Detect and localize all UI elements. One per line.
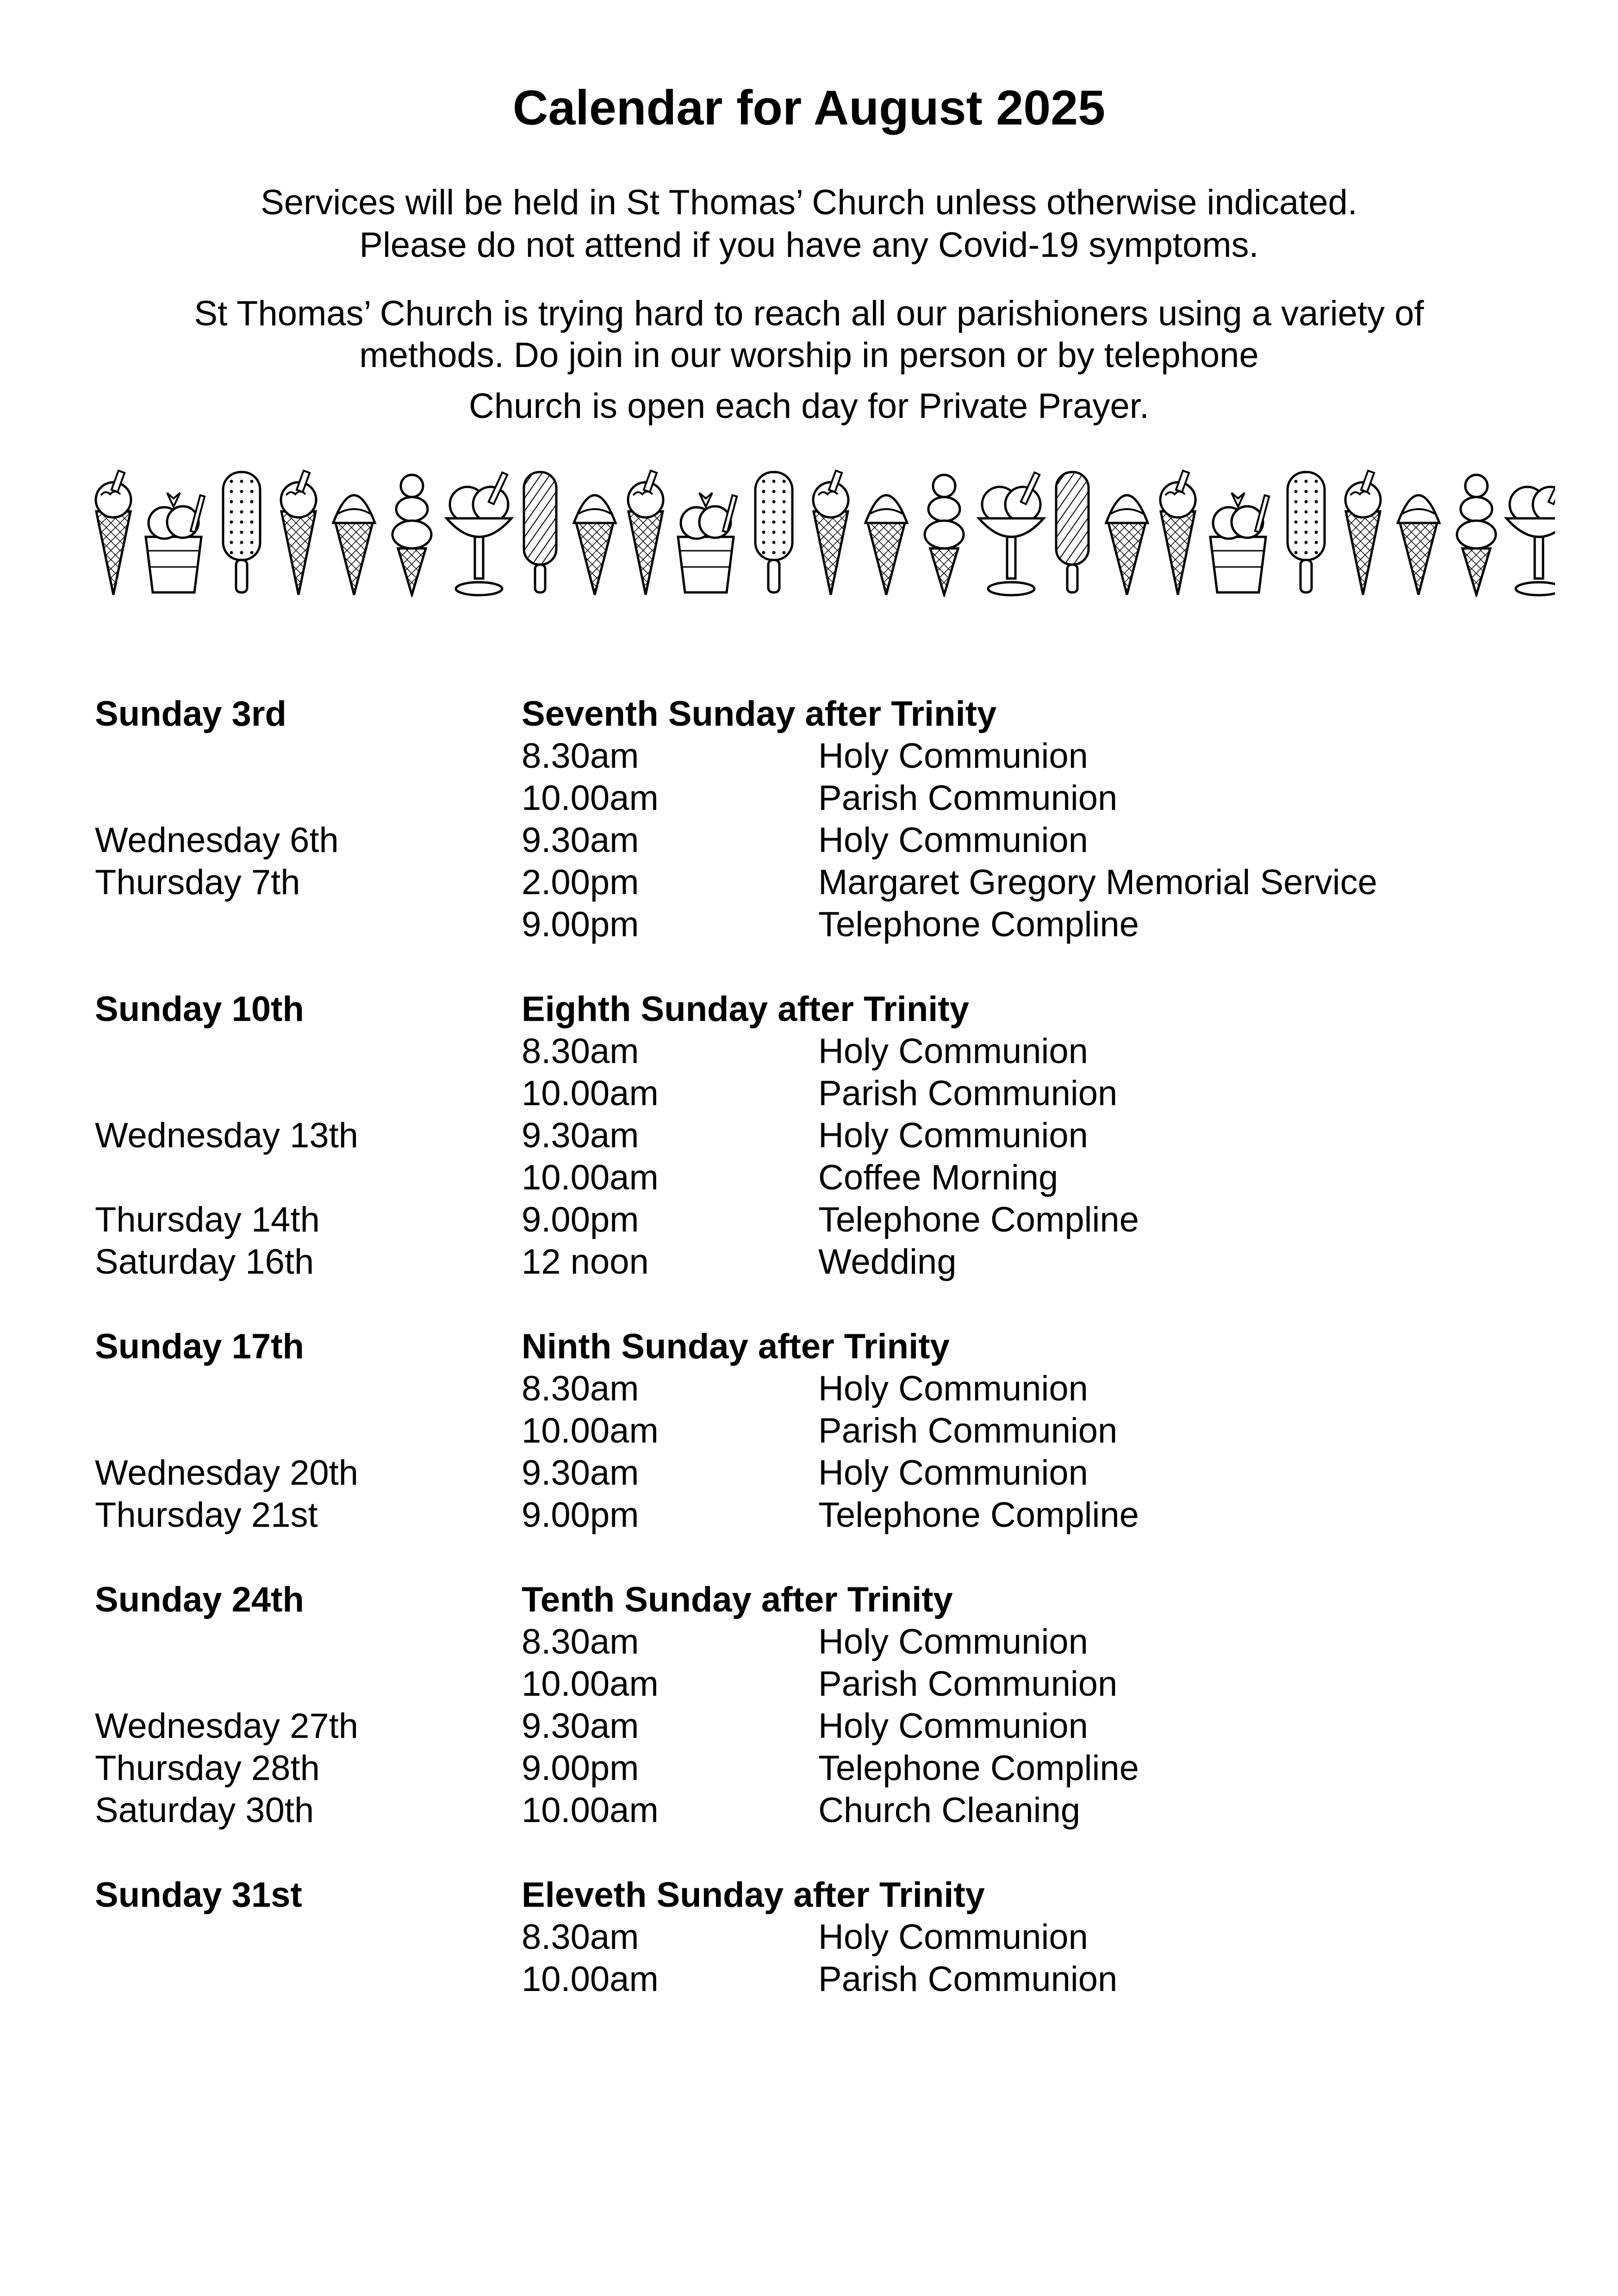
- day-group: [0, 1874, 1618, 2000]
- schedule-row: [0, 1030, 1618, 1072]
- sundae-glass-icon: [1506, 473, 1555, 595]
- stacked-scoops-icon: [392, 475, 431, 595]
- service-name: Parish Communion: [818, 1411, 1118, 1450]
- sunday-title: Seventh Sunday after Trinity: [522, 694, 997, 734]
- schedule-row: [0, 1241, 1618, 1283]
- day-label: Thursday 28th: [95, 1748, 320, 1788]
- service-time: 10.00am: [522, 1791, 659, 1830]
- stacked-scoops-icon: [925, 475, 964, 595]
- service-name: Margaret Gregory Memorial Service: [818, 863, 1377, 902]
- ice-cream-cone-icon: [628, 471, 663, 595]
- service-time: 8.30am: [522, 1032, 639, 1071]
- ice-cream-cone-icon: [1345, 471, 1381, 595]
- service-time: 9.00pm: [522, 1200, 639, 1239]
- day-label: Thursday 7th: [95, 863, 300, 902]
- service-time: 9.30am: [522, 1453, 639, 1493]
- sundae-glass-icon: [447, 473, 511, 595]
- service-time: 8.30am: [522, 1917, 639, 1957]
- sunday-heading-row: [0, 1325, 1618, 1368]
- intro-line: methods. Do join in our worship in person or by telephone: [359, 336, 1259, 375]
- service-time: 9.30am: [522, 821, 639, 860]
- ice-lolly-icon: [1056, 472, 1089, 592]
- waffle-cone-icon: [1106, 495, 1148, 595]
- service-name: Church Cleaning: [818, 1791, 1081, 1830]
- schedule-row: [0, 1114, 1618, 1157]
- waffle-cone-icon: [865, 495, 907, 595]
- schedule-row: [0, 1410, 1618, 1452]
- service-time: 9.30am: [522, 1116, 639, 1155]
- sunday-title: Ninth Sunday after Trinity: [522, 1327, 950, 1366]
- schedule-row: [0, 1494, 1618, 1536]
- intro-line: Services will be held in St Thomas’ Church unless otherwise indicated.: [261, 183, 1357, 222]
- ice-cream-cone-icon: [813, 471, 848, 595]
- sunday-title: Eleveth Sunday after Trinity: [522, 1875, 985, 1915]
- day-label: Thursday 14th: [95, 1200, 320, 1239]
- service-time: 9.00pm: [522, 905, 639, 944]
- schedule-row: [0, 903, 1618, 946]
- service-name: Holy Communion: [818, 1032, 1088, 1071]
- ice-lolly-icon: [223, 472, 260, 592]
- day-label: Sunday 10th: [95, 989, 304, 1029]
- service-name: Telephone Compline: [818, 1748, 1139, 1788]
- waffle-cone-icon: [1398, 495, 1439, 595]
- waffle-cone-icon: [574, 495, 616, 595]
- ice-cream-cone-icon: [281, 471, 316, 595]
- day-group: [0, 1325, 1618, 1536]
- ice-lolly-icon: [524, 472, 556, 592]
- schedule-row: [0, 1368, 1618, 1410]
- service-name: Parish Communion: [818, 1960, 1118, 1999]
- schedule-row: [0, 1747, 1618, 1789]
- schedule-row: [0, 1157, 1618, 1199]
- schedule-row: [0, 735, 1618, 777]
- service-time: 8.30am: [522, 736, 639, 776]
- ice-lolly-icon: [755, 472, 792, 592]
- service-schedule: [0, 693, 1618, 2043]
- schedule-row: [0, 1452, 1618, 1494]
- service-name: Telephone Compline: [818, 905, 1139, 944]
- service-name: Telephone Compline: [818, 1200, 1139, 1239]
- service-time: 10.00am: [522, 1411, 659, 1450]
- service-time: 10.00am: [522, 1074, 659, 1113]
- ice-cream-cone-icon: [96, 471, 131, 595]
- sunday-heading-row: [0, 1874, 1618, 1916]
- intro-line: Church is open each day for Private Prayer.: [468, 386, 1150, 426]
- ice-cream-banner: [93, 467, 1555, 597]
- service-name: Holy Communion: [818, 1706, 1088, 1746]
- schedule-row: [0, 1789, 1618, 1831]
- service-name: Holy Communion: [818, 1917, 1088, 1957]
- service-time: 10.00am: [522, 1158, 659, 1197]
- day-group: [0, 1579, 1618, 1831]
- service-name: Holy Communion: [818, 1453, 1088, 1493]
- service-time: 9.30am: [522, 1706, 639, 1746]
- page-title: Calendar for August 2025: [512, 81, 1106, 135]
- service-name: Holy Communion: [818, 821, 1088, 860]
- service-time: 2.00pm: [522, 863, 639, 902]
- sundae-cup-icon: [146, 493, 205, 592]
- day-label: Wednesday 6th: [95, 821, 339, 860]
- stacked-scoops-icon: [1457, 475, 1496, 595]
- intro-line: St Thomas’ Church is trying hard to reach all our parishioners using a variety of: [194, 294, 1424, 333]
- intro-line: Please do not attend if you have any Covid-19 symptoms.: [359, 225, 1259, 265]
- service-name: Parish Communion: [818, 1664, 1118, 1704]
- service-time: 10.00am: [522, 1664, 659, 1704]
- day-label: Thursday 21st: [95, 1495, 318, 1535]
- sundae-glass-icon: [979, 473, 1044, 595]
- day-label: Sunday 24th: [95, 1580, 304, 1619]
- schedule-row: [0, 1199, 1618, 1241]
- sunday-title: Tenth Sunday after Trinity: [522, 1580, 953, 1619]
- sundae-cup-icon: [1210, 493, 1269, 592]
- day-label: Wednesday 27th: [95, 1706, 358, 1746]
- ice-cream-cone-icon: [1160, 471, 1195, 595]
- day-group: [0, 693, 1618, 946]
- service-time: 12 noon: [522, 1242, 649, 1282]
- schedule-row: [0, 861, 1618, 903]
- service-name: Holy Communion: [818, 1116, 1088, 1155]
- day-label: Wednesday 13th: [95, 1116, 358, 1155]
- schedule-row: [0, 1072, 1618, 1114]
- service-name: Parish Communion: [818, 778, 1118, 818]
- service-time: 9.00pm: [522, 1495, 639, 1535]
- schedule-row: [0, 1705, 1618, 1747]
- day-label: Sunday 31st: [95, 1875, 302, 1915]
- sunday-heading-row: [0, 693, 1618, 735]
- sunday-title: Eighth Sunday after Trinity: [522, 989, 969, 1029]
- service-name: Parish Communion: [818, 1074, 1118, 1113]
- service-name: Coffee Morning: [818, 1158, 1058, 1197]
- schedule-row: [0, 819, 1618, 861]
- day-label: Wednesday 20th: [95, 1453, 358, 1493]
- day-label: Saturday 30th: [95, 1791, 314, 1830]
- sunday-heading-row: [0, 988, 1618, 1030]
- service-time: 8.30am: [522, 1369, 639, 1408]
- schedule-row: [0, 1663, 1618, 1705]
- waffle-cone-icon: [333, 495, 375, 595]
- schedule-row: [0, 1621, 1618, 1663]
- day-label: Sunday 3rd: [95, 694, 286, 734]
- day-label: Saturday 16th: [95, 1242, 314, 1282]
- schedule-row: [0, 1958, 1618, 2000]
- service-name: Holy Communion: [818, 1369, 1088, 1408]
- service-name: Telephone Compline: [818, 1495, 1139, 1535]
- sundae-cup-icon: [678, 493, 737, 592]
- day-group: [0, 988, 1618, 1283]
- service-name: Holy Communion: [818, 1622, 1088, 1661]
- service-time: 10.00am: [522, 1960, 659, 1999]
- schedule-row: [0, 1916, 1618, 1958]
- ice-lolly-icon: [1288, 472, 1325, 592]
- day-label: Sunday 17th: [95, 1327, 304, 1366]
- service-name: Wedding: [818, 1242, 957, 1282]
- sunday-heading-row: [0, 1579, 1618, 1621]
- service-time: 10.00am: [522, 778, 659, 818]
- service-name: Holy Communion: [818, 736, 1088, 776]
- service-time: 9.00pm: [522, 1748, 639, 1788]
- schedule-row: [0, 777, 1618, 819]
- service-time: 8.30am: [522, 1622, 639, 1661]
